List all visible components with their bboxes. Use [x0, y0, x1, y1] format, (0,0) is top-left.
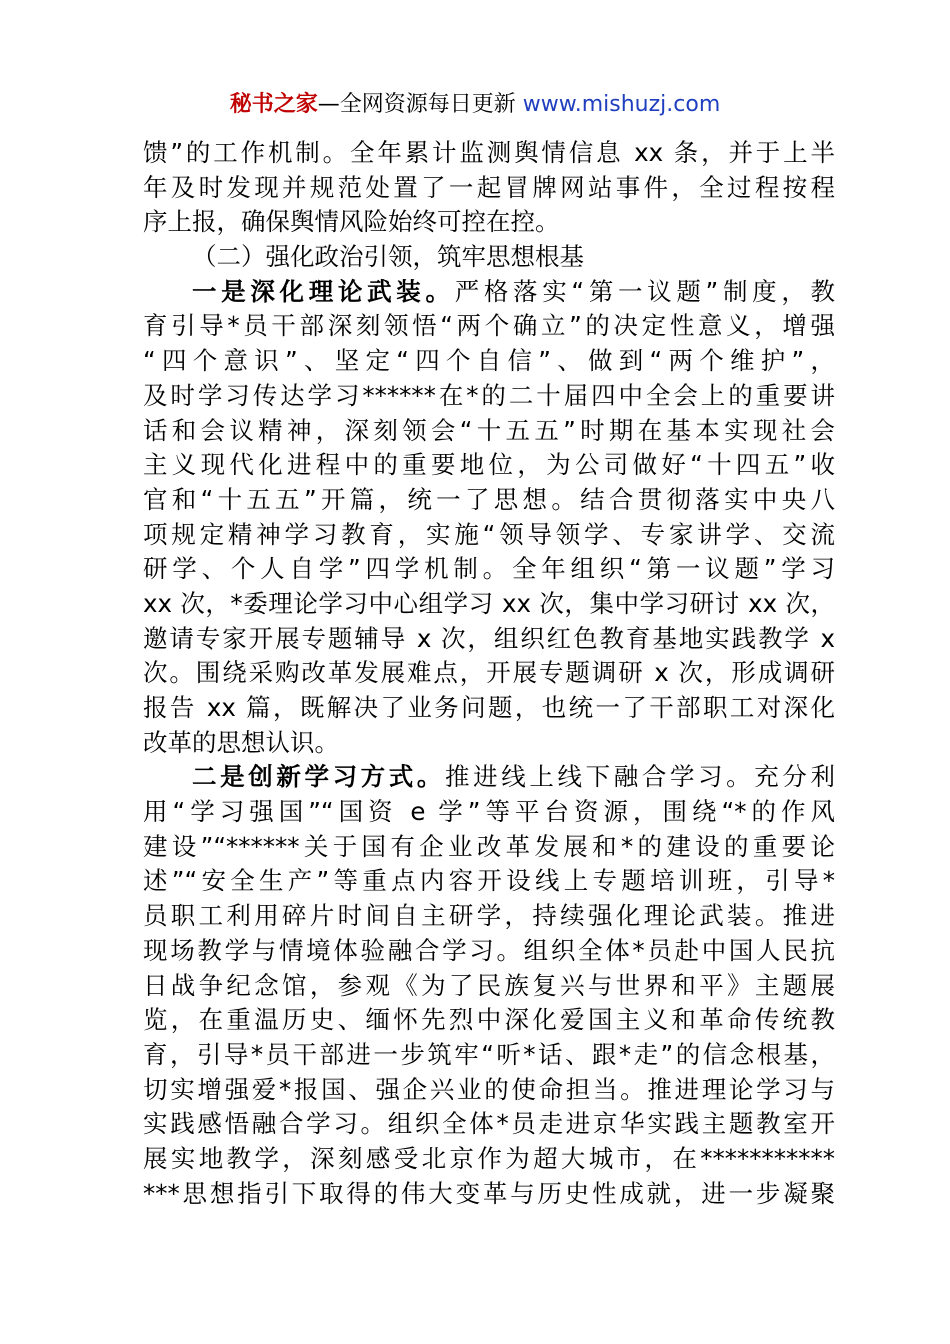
header-site-url[interactable]: www.mishuzj.com: [522, 92, 721, 117]
text-line: [143, 552, 835, 587]
line-text: 次。围绕采购改革发展难点，开展专题调研 x 次，形成调研: [143, 658, 835, 688]
text-line: [143, 1107, 835, 1142]
line-text: 主义现代化进程中的重要地位，为公司做好“十四五”收: [143, 450, 835, 480]
line-text: 报告 xx 篇，既解决了业务问题，也统一了干部职工对深化: [143, 693, 835, 722]
text-line: [143, 656, 835, 691]
text-line: [143, 1142, 835, 1177]
line-text: 及时学习传达学习******在*的二十届四中全会上的重要讲: [143, 380, 835, 410]
line-text: 年及时发现并规范处置了一起冒牌网站事件，全过程按程: [143, 172, 835, 202]
line-text: 官和“十五五”开篇，统一了思想。结合贯彻落实中央八: [143, 484, 835, 514]
line-text: 实践感悟融合学习。组织全体*员走进京华实践主题教室开: [143, 1109, 835, 1139]
text-line: [143, 587, 835, 622]
text-line: [143, 899, 835, 934]
line-text: 建设”“******关于国有企业改革发展和*的建设的重要论: [143, 831, 835, 861]
paragraph-lead: 一是深化理论武装。: [192, 276, 455, 306]
text-line: [143, 934, 835, 969]
line-text: 育引导*员干部深刻领悟“两个确立”的决定性意义，增强: [143, 311, 835, 341]
line-text: 改革的思想认识。: [143, 727, 339, 757]
text-line: [143, 760, 835, 795]
text-line: [143, 518, 835, 553]
text-line: [143, 691, 835, 726]
text-line: [143, 344, 835, 379]
line-text: 馈”的工作机制。全年累计监测舆情信息 xx 条，并于上半: [143, 138, 835, 167]
text-line: [143, 309, 835, 344]
line-text: xx 次，*委理论学习中心组学习 xx 次，集中学习研讨 xx 次，: [143, 588, 835, 618]
line-text: 览，在重温历史、缅怀先烈中深化爱国主义和革命传统教: [143, 1005, 835, 1035]
text-line: [143, 726, 835, 761]
text-line: [143, 414, 835, 449]
line-text: 切实增强爱*报国、强企兴业的使命担当。推进理论学习与: [143, 1074, 835, 1104]
paragraph-lead: 二是创新学习方式。: [192, 762, 446, 792]
text-line: [143, 240, 835, 275]
text-line: [143, 136, 835, 171]
line-text: 展实地教学，深刻感受北京作为超大城市，在***********: [143, 1143, 835, 1173]
line-text: 现场教学与情境体验融合学习。组织全体*员赴中国人民抗: [143, 935, 835, 965]
line-text: 序上报，确保舆情风险始终可控在控。: [143, 207, 560, 237]
text-line: [143, 1073, 835, 1108]
text-line: [143, 171, 835, 206]
line-text: 员职工利用碎片时间自主研学，持续强化理论武装。推进: [143, 901, 835, 931]
text-line: [143, 483, 835, 518]
text-line: [143, 275, 835, 310]
document-body: [143, 136, 835, 1211]
text-line: [143, 622, 835, 657]
line-text: 用“学习强国”“国资 e 学”等平台资源，围绕“*的作风: [143, 797, 835, 827]
line-text: 严格落实“第一议题”制度，教: [454, 276, 835, 306]
header-tagline: —全网资源每日更新: [317, 92, 523, 117]
document-header: [0, 88, 950, 122]
line-text: 邀请专家开展专题辅导 x 次，组织红色教育基地实践教学 x: [143, 623, 835, 653]
text-line: [143, 205, 835, 240]
text-line: [143, 1177, 835, 1212]
line-text: 述”“安全生产”等重点内容开设线上专题培训班，引导*: [143, 866, 835, 896]
text-line: [143, 448, 835, 483]
line-text: 研学、个人自学”四学机制。全年组织“第一议题”学习: [143, 554, 835, 584]
text-line: [143, 1003, 835, 1038]
line-text: （二）强化政治引领，筑牢思想根基: [192, 242, 584, 272]
text-line: [143, 830, 835, 865]
line-text: 话和会议精神，深刻领会“十五五”时期在基本实现社会: [143, 415, 835, 445]
text-line: [143, 795, 835, 830]
text-line: [143, 379, 835, 414]
line-text: 育，引导*员干部进一步筑牢“听*话、跟*走”的信念根基，: [143, 1039, 835, 1069]
line-text: 项规定精神学习教育，实施“领导领学、专家讲学、交流: [143, 519, 835, 549]
line-text: 推进线上线下融合学习。充分利: [445, 762, 835, 792]
line-text: ***思想指引下取得的伟大变革与历史性成就，进一步凝聚: [143, 1178, 835, 1208]
text-line: [143, 1038, 835, 1073]
line-text: “四个意识”、坚定“四个自信”、做到“两个维护”，: [143, 346, 835, 376]
line-text: 日战争纪念馆，参观《为了民族复兴与世界和平》主题展: [143, 970, 835, 1000]
text-line: [143, 864, 835, 899]
text-line: [143, 969, 835, 1004]
header-brand: 秘书之家: [229, 92, 318, 117]
